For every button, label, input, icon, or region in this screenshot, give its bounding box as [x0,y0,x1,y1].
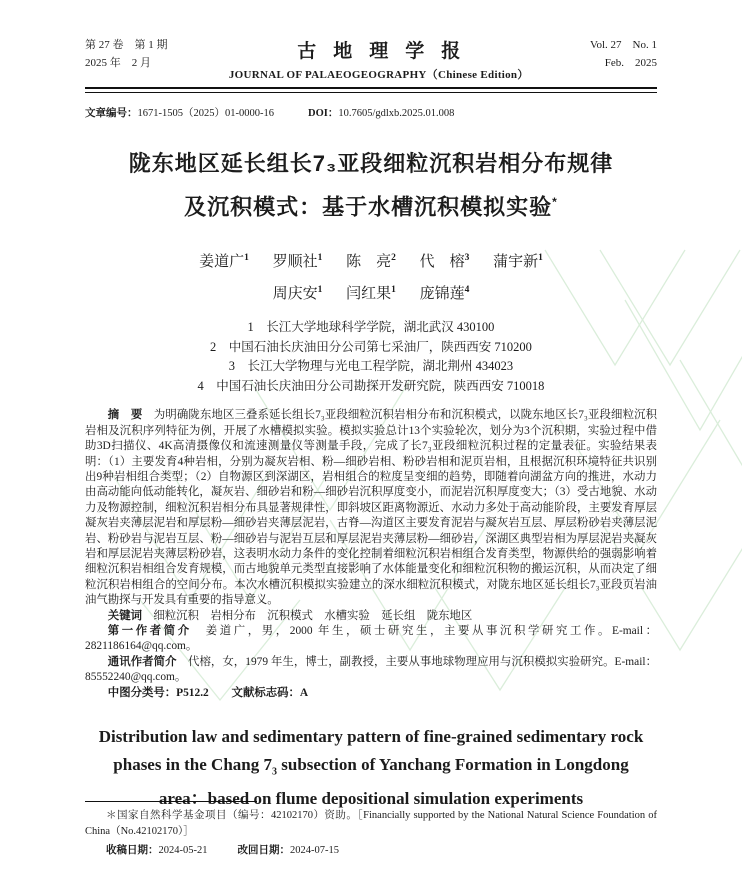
article-no: 1671-1505（2025）01-0000-16 [137,108,274,119]
funding-note: ＊国家自然科学基金项目（编号：42102170）资助。［Financially supported by the National Natural Science Foundation of China（No.42102170）］ [85,810,657,837]
doc-code-value: A [299,686,309,699]
author: 姜道广$^1$ [199,253,249,271]
keywords-label: 关键词 [107,609,154,622]
author: 庞锦莲$^4$ [419,285,470,303]
received-label: 收稿日期： [106,845,159,856]
title-footnote-mark: * [552,195,558,209]
author: 陈 亮$^2$ [346,253,396,271]
title-en-line2: phases in the Chang $7_3$ subsection of Yanchang Formation in Longdong [113,754,629,777]
header-volume-issue-cn [85,36,168,72]
article-title-cn [85,145,657,226]
date-cn: 2025 年 2 月 [85,57,151,69]
journal-title-en: JOURNAL OF PALAEOGEOGRAPHY（Chinese Edition） [228,69,529,81]
header-divider [85,87,657,93]
first-author-bio-label: 第一作者简介 [107,625,206,638]
journal-header [85,36,657,82]
abstract-label: 摘 要 [107,409,154,422]
volume-issue-cn: 第 27 卷 第 1 期 [85,39,168,51]
author: 周庆安$^1$ [272,285,323,303]
affiliation-1: 1 长江大学地球科学学院，湖北武汉 430100 [247,320,495,335]
author-row-2 [85,276,657,308]
doi-value: 10.7605/gdlxb.2025.01.008 [338,108,455,119]
affiliation-list [85,318,657,396]
date-en: Feb. 2025 [604,57,657,69]
title-en-subscript: 3 [272,765,277,777]
header-volume-issue-en [590,36,657,72]
corresponding-author-bio [85,655,657,686]
author: 代 榕$^3$ [419,253,470,271]
title-en-line3: area：based on flume depositional simulation experiments [158,789,584,809]
journal-title-block [168,36,590,82]
dates-line [85,843,657,859]
abstract-block [85,408,657,701]
article-meta [85,105,657,120]
affiliation-2: 2 中国石油长庆油田分公司第七采油厂，陕西西安 710200 [210,339,532,354]
journal-title-cn: 古地理学报 [297,41,478,62]
doc-code-label: 文献标志码： [231,686,300,699]
doi-label: DOI： [308,108,339,119]
affiliation-3: 3 长江大学物理与光电工程学院，湖北荆州 434023 [228,359,514,374]
article-title-en [85,723,657,813]
classification-line [85,686,657,701]
volume-issue-en: Vol. 27 No. 1 [589,39,657,51]
clc-value: P512.2 [176,686,209,699]
keywords-text: 细粒沉积 岩相分布 沉积模式 水槽实验 延长组 陇东地区 [153,609,473,622]
first-author-bio [85,624,657,655]
abstract-text: 为明确陇东地区三叠系延长组长7₃亚段细粒沉积岩相分布和沉积模式，以陇东地区长7₃亚段细粒沉积岩相及沉积序列特征为例，开展了水槽模拟实验。模拟实验总计13个实验轮次，划分为3个沉积期，实验过程中借助3D扫描仪、4K高清摄像仪和流速测量仪等测量手段，完成了长7₃亚段细粒沉积过程的定量表征。实验结果表明：（1）主要发育4种岩相，分别为凝灰岩相、粉—细砂岩相、粉砂岩相和泥页岩相，且根据沉积环境特征共识别出9种岩相组合类型；（2）自物源区到深湖区，岩相组合的粒度呈变细的趋势，即随着向湖盆方向的推进，水动力由高动能向低动能转化，凝灰岩、细砂岩和粉—细砂岩沉积厚度变小，而泥岩沉积厚度变大；（3）受古地貌、水动力及物源控制，细粒沉积岩相分布具显著规律性，即斜坡区距离物源近、水动力多处于高动能阶段，主要发育厚层凝灰岩夹薄层泥岩和厚层粉—细砂岩夹薄层泥岩，古脊—沟道区主要发育泥岩与凝灰岩互层、厚层粉砂岩夹薄层泥岩、粉砂岩与泥岩互层、粉—细砂岩与泥岩互层和厚层泥岩夹薄层粉—细砂岩，深湖区典型岩相为厚层泥岩夹凝灰岩和厚层泥岩夹薄层粉砂岩，这表明水动力条件的变化控制着细粒沉积岩相组合发育类型，物源供给的强弱影响着细粒沉积岩相组合发育规模，而古地貌单元类型直接影响了水体能量变化和细粒沉积物的搬运沉积，从而决定了细粒沉积岩相组合的空间分布。本次水槽沉积模拟实验建立的深水细粒沉积模式，对陇东地区延长组长7₃亚段页岩油油气勘探与开发具有重要的指导意义。 [85,409,657,607]
revised-label: 改回日期： [237,845,290,856]
author-row-1 [85,244,657,276]
title-cn-line1: 陇东地区延长组长7₃亚段细粒沉积岩相分布规律 [128,151,614,176]
received-date: 2024-05-21 [158,845,208,856]
revised-date: 2024-07-15 [290,845,339,856]
affiliation-4: 4 中国石油长庆油田分公司勘探开发研究院，陕西西安 710018 [197,378,545,393]
author-list [85,244,657,308]
first-author-bio-text: 姜道广，男，2000 年生，硕士研究生，主要从事沉积学研究工作。E-mail：2821186164@qq.com。 [85,625,657,653]
abstract-paragraph [85,408,657,608]
author: 蒲宇新$^1$ [493,253,543,271]
clc-label: 中图分类号： [107,686,177,699]
author: 闫红果$^1$ [346,285,396,303]
title-cn-line2: 及沉积模式：基于水槽沉积模拟实验* [184,194,558,220]
footnote-block [85,801,657,859]
title-en-line1: Distribution law and sedimentary pattern of fine-grained sedimentary rock [98,727,644,747]
article-no-label: 文章编号： [85,108,138,119]
author: 罗顺社$^1$ [272,253,323,271]
corresponding-author-bio-label: 通讯作者简介 [107,655,188,668]
footnote-divider [85,801,257,802]
corresponding-author-bio-text: 代榕，女，1979 年生，博士，副教授，主要从事地球物理应用与沉积模拟实验研究。E-mail：85552240@qq.com。 [85,655,657,684]
keywords-line [85,609,657,624]
